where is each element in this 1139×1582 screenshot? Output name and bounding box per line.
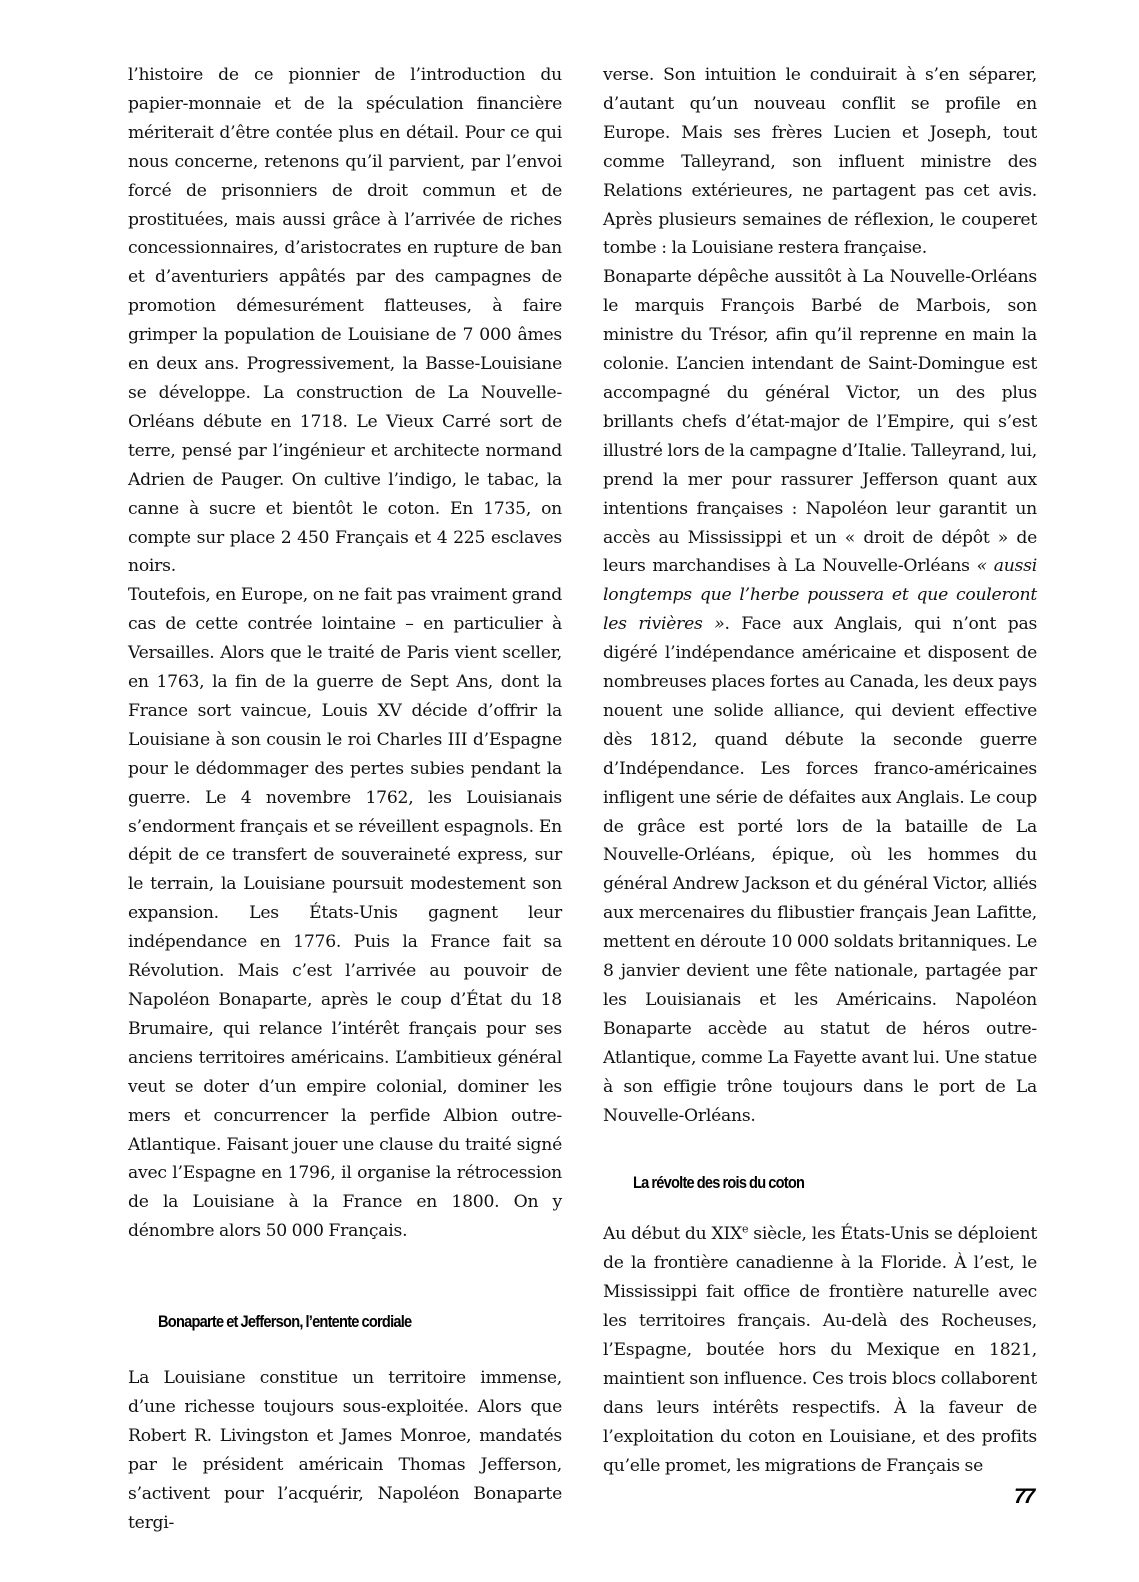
paragraph: Toutefois, en Europe, on ne fait pas vraiment grand cas de cette contrée lointaine – en particulier à Versailles. Alors que le traité de Paris vient sceller, en 1763, la fin de la guerre de Sept Ans, dont la France sort vaincue, Louis XV décide d’offrir la Louisiane à son cousin le roi Charles III d’Espagne pour le dédommager des pertes subies pendant la guerre. Le 4 novembre 1762, les Louisianais s’endorment français et se réveillent espagnols. En dépit de ce transfert de souveraineté express, sur le terrain, la Louisiane poursuit modestement son expansion. Les États-Unis gagnent leur indépendance en 1776. Puis la France fait sa Révolution. Mais c’est l’arrivée au pouvoir de Napoléon Bonaparte, après le coup d’État du 18 Brumaire, qui relance l’intérêt français pour ses anciens territoires américains. L’ambitieux général veut se doter d’un empire colonial, dominer les mers et concurrencer la perfide Albion outre-Atlantique. Faisant jouer une clause du traité signé avec l’Espagne en 1796, il organise la rétrocession de la Louisiane à la France en 1800. On y dénombre alors 50 000 Français. — [128, 585, 562, 1242]
paragraph-text: . Face aux Anglais, qui n’ont pas digéré l’indépendance américaine et disposent de nombreuses places fortes au Canada, les deux pays nouent une solide alliance, qui devient effective dès 1812, quand débute la seconde guerre d’Indépendance. Les forces franco-américaines infligent une série de défaites aux Anglais. Le coup de grâce est porté lors de la bataille de La Nouvelle-Orléans, épique, où les hommes du général Andrew Jackson et du général Victor, alliés aux mercenaires du flibustier français Jean Lafitte, mettent en déroute 10 000 soldats britanniques. Le 8 janvier devient une fête nationale, partagée par les Louisianais et les Américains. Napoléon Bonaparte accède au statut de héros outre-Atlantique, comme La Fayette avant lui. Une statue à son effigie trône toujours dans le port de La Nouvelle-Orléans. — [603, 614, 1038, 1126]
italic-quote: « aussi longtemps que l’herbe poussera et que couleront les rivières » — [603, 556, 1037, 635]
paragraph: La Louisiane constitue un territoire immense, d’une richesse toujours sous-exploitée. Alors que Robert R. Livingston et James Monroe, mandatés par le président américain Thomas Jefferson, s’activent pour l’acquérir, Napoléon Bonaparte tergi- — [128, 1368, 562, 1533]
left-column — [128, 61, 562, 1538]
page-number: 77 — [1014, 1485, 1034, 1508]
paragraph-text: siècle, les États-Unis se déploient de la frontière canadienne à la Floride. À l’est, le Mississippi fait office de frontière naturelle avec les territoires français. Au-delà des Rocheuses, l’Espagne, boutée hors du Mexique en 1821, maintient son influence. Ces trois blocs collaborent dans leurs intérêts respectifs. À la faveur de l’exploitation du coton en Louisiane, et des profits qu’elle promet, les migrations de Français se — [603, 1224, 1038, 1476]
section-subheading: La révolte des rois du coton — [633, 1172, 805, 1192]
paragraph — [603, 1220, 1037, 1480]
section-subheading: Bonaparte et Jefferson, l’entente cordiale — [158, 1312, 412, 1332]
superscript: e — [741, 1222, 749, 1236]
paragraph: verse. Son intuition le conduirait à s’en séparer, d’autant qu’un nouveau conflit se profile en Europe. Mais ses frères Lucien et Joseph, tout comme Talleyrand, son influent ministre des Relations extérieures, ne partagent pas cet avis. Après plusieurs semaines de réflexion, le couperet tombe : la Louisiane restera française. — [603, 65, 1037, 259]
paragraph-text: Bonaparte dépêche aussitôt à La Nouvelle-Orléans le marquis François Barbé de Marbois, son ministre du Trésor, afin qu’il reprenne en main la colonie. L’ancien intendant de Saint-Domingue est accompagné du général Victor, un des plus brillants chefs d’état-major de l’Empire, qui s’est illustré lors de la campagne d’Italie. Talleyrand, lui, prend la mer pour rassurer Jefferson quant aux intentions françaises : Napoléon leur garantit un accès au Mississippi et un « droit de dépôt » de leurs marchandises à La Nouvelle-Orléans — [603, 267, 1037, 577]
right-column — [603, 61, 1037, 1481]
paragraph — [603, 263, 1037, 1130]
paragraph: l’histoire de ce pionnier de l’introduction du papier-monnaie et de la spéculation financière mériterait d’être contée plus en détail. Pour ce qui nous concerne, retenons qu’il parvient, par l’envoi forcé de prisonniers de droit commun et de prostituées, mais aussi grâce à l’arrivée de riches concessionnaires, d’aristocrates en rupture de ban et d’aventuriers appâtés par des campagnes de promotion démesurément flatteuses, à faire grimper la population de Louisiane de 7 000 âmes en deux ans. Progressivement, la Basse-Louisiane se développe. La construction de La Nouvelle-Orléans débute en 1718. Le Vieux Carré sort de terre, pensé par l’ingénieur et architecte normand Adrien de Pauger. On cultive l’indigo, le tabac, la canne à sucre et bientôt le coton. En 1735, on compte sur place 2 450 Français et 4 225 esclaves noirs. — [128, 65, 562, 577]
paragraph-text: Au début du XIX — [603, 1224, 742, 1245]
